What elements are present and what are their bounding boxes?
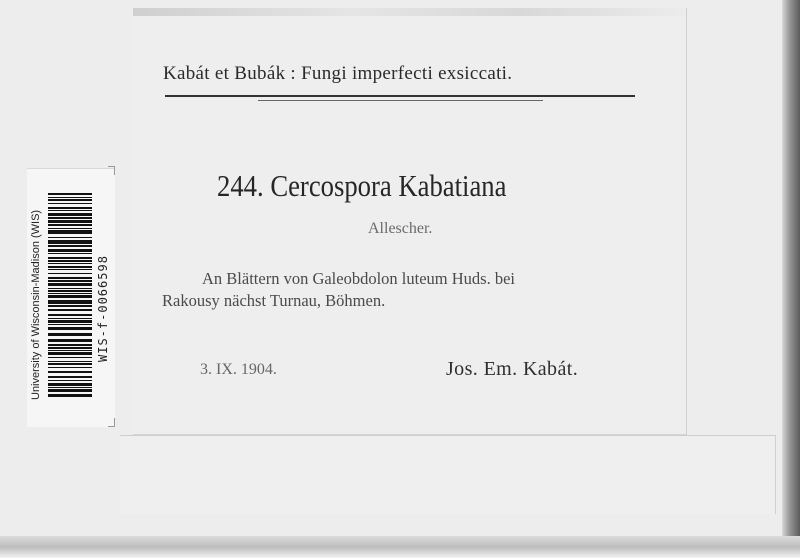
barcode-bar: [48, 224, 92, 226]
barcode-bar: [48, 293, 92, 294]
barcode-bar: [48, 309, 92, 311]
barcode-bar: [48, 389, 92, 392]
barcode-bar: [48, 249, 92, 252]
barcode-bar: [48, 344, 92, 346]
barcode-bar: [48, 253, 92, 254]
barcode-bar: [48, 327, 92, 330]
specimen-label: [133, 8, 687, 435]
barcode-bars: [48, 193, 92, 399]
locality-line-1: An Blättern von Galeobdolon luteum Huds. bei: [202, 269, 515, 288]
barcode-bar: [48, 245, 92, 247]
barcode-specimen-id: WIS-f-0066598: [96, 255, 110, 362]
header-rule-thick: [165, 95, 635, 97]
barcode-bar: [48, 314, 92, 316]
barcode-bar: [48, 193, 92, 195]
barcode-bar: [48, 273, 92, 274]
barcode-bar: [48, 269, 92, 270]
barcode-bar: [48, 257, 92, 259]
barcode-bar: [48, 367, 92, 368]
locality-line-2: Rakousy nächst Turnau, Böhmen.: [162, 291, 386, 310]
species-authority: Allescher.: [368, 220, 433, 237]
barcode-institution: University of Wisconsin-Madison (WIS): [30, 209, 42, 400]
barcode-bar: [48, 283, 92, 286]
barcode-bar: [48, 228, 92, 229]
barcode-bar: [48, 357, 92, 358]
header-rule-thin: [258, 100, 543, 101]
collector-name: Jos. Em. Kabát.: [446, 358, 579, 380]
barcode-bar: [48, 300, 92, 304]
barcode-bar: [48, 203, 92, 204]
barcode-bar: [48, 237, 92, 238]
barcode-bar: [48, 210, 92, 211]
barcode-bar: [48, 207, 92, 209]
barcode-bar: [48, 387, 92, 388]
barcode-bar: [48, 263, 92, 264]
barcode-bar: [48, 220, 92, 223]
barcode-bar: [48, 290, 92, 292]
sheet-edge-bottom: [0, 536, 800, 558]
barcode-bar: [48, 266, 92, 268]
barcode-bar: [48, 394, 92, 397]
barcode-bar: [48, 324, 92, 325]
barcode-bar: [48, 288, 92, 289]
label-top-edge: [133, 8, 686, 16]
barcode-bar: [48, 213, 92, 216]
collection-date: 3. IX. 1904.: [200, 361, 277, 378]
barcode-bar: [48, 380, 92, 381]
sticker-corner-mark-top: [108, 166, 115, 175]
series-header: Kabát et Bubák : Fungi imperfecti exsiccati.: [163, 63, 513, 84]
barcode-bar: [48, 350, 92, 351]
barcode-bar: [48, 352, 92, 355]
species-title: 244. Cercospora Kabatiana: [217, 168, 507, 203]
barcode-bar: [48, 280, 92, 282]
barcode-bar: [48, 371, 92, 373]
barcode-bar: [48, 260, 92, 262]
barcode-bar: [48, 277, 92, 279]
barcode-bar: [48, 363, 92, 365]
locality-text: [162, 268, 662, 312]
barcode-bar: [48, 305, 92, 307]
barcode-bar: [48, 347, 92, 349]
barcode-bar: [48, 199, 92, 201]
barcode-bar: [48, 318, 92, 319]
barcode-bar: [48, 333, 92, 336]
barcode-bar: [48, 339, 92, 342]
barcode-bar: [48, 230, 92, 234]
envelope-flap: [120, 435, 776, 514]
sticker-corner-mark-bottom: [108, 418, 115, 427]
sheet-edge-right: [782, 0, 800, 558]
barcode-bar: [48, 361, 92, 362]
barcode-bar: [48, 383, 92, 386]
barcode-bar: [48, 197, 92, 198]
barcode-bar: [48, 376, 92, 378]
barcode-bar: [48, 240, 92, 244]
barcode-bar: [48, 295, 92, 298]
barcode-bar: [48, 320, 92, 323]
barcode-bar: [48, 217, 92, 219]
